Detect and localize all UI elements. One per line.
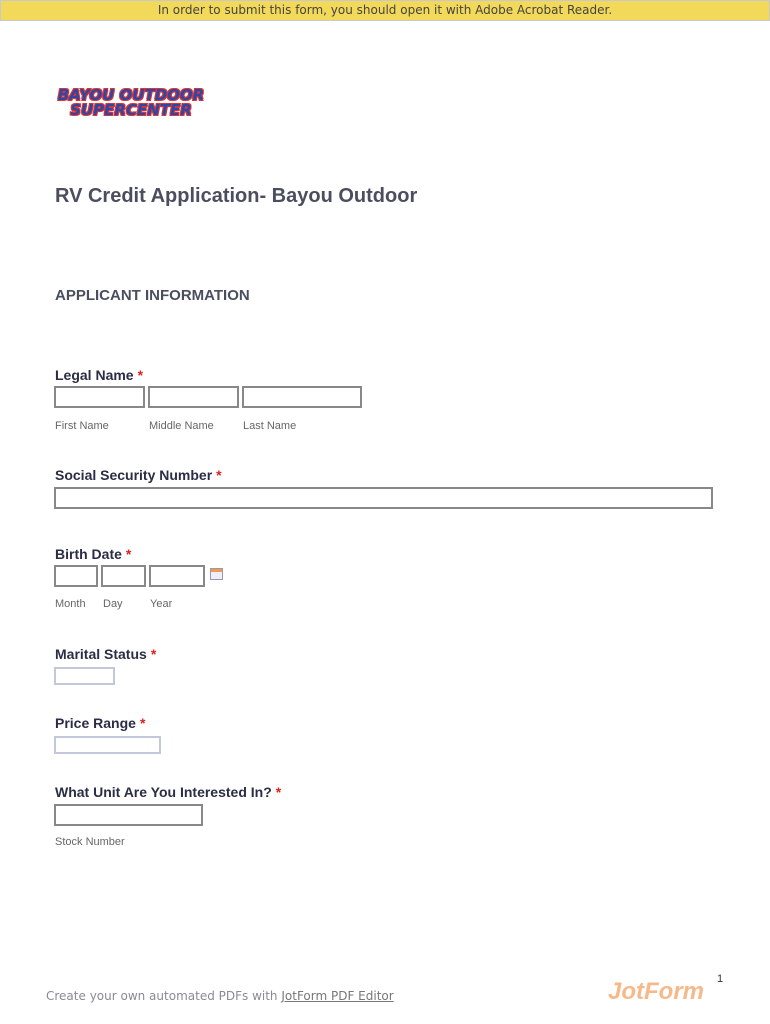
- day-sublabel: Day: [103, 598, 123, 610]
- stock-number-sublabel: Stock Number: [55, 836, 125, 848]
- required-mark: *: [125, 546, 132, 562]
- day-input[interactable]: [101, 565, 146, 587]
- section-heading: APPLICANT INFORMATION: [55, 287, 250, 304]
- calendar-icon[interactable]: [210, 568, 223, 580]
- unit-label: [55, 784, 281, 800]
- label-text: Price Range: [55, 715, 136, 731]
- form-title: RV Credit Application- Bayou Outdoor: [55, 185, 418, 207]
- label-text: Social Security Number: [55, 467, 213, 483]
- month-input[interactable]: [54, 565, 98, 587]
- required-mark: *: [139, 715, 146, 731]
- year-sublabel: Year: [150, 598, 173, 610]
- label-text: Marital Status: [55, 646, 147, 662]
- jotform-pdf-editor-link[interactable]: JotForm PDF Editor: [281, 989, 394, 1003]
- year-input[interactable]: [149, 565, 205, 587]
- bayou-outdoor-logo: [47, 88, 215, 122]
- marital-status-select[interactable]: [54, 667, 115, 685]
- ssn-input[interactable]: [54, 487, 713, 509]
- required-mark: *: [275, 784, 282, 800]
- label-text: What Unit Are You Interested In?: [55, 784, 272, 800]
- label-text: Legal Name: [55, 367, 134, 383]
- page-number: 1: [717, 973, 724, 985]
- footer-caption: Create your own automated PDFs with: [46, 989, 282, 1003]
- required-mark: *: [216, 467, 222, 483]
- last-name-sublabel: Last Name: [243, 420, 297, 432]
- price-range-select[interactable]: [54, 736, 161, 754]
- required-mark: *: [137, 367, 144, 383]
- footer-text: [46, 989, 394, 1003]
- legal-name-label: [55, 367, 143, 383]
- middle-name-input[interactable]: [148, 386, 239, 408]
- middle-name-sublabel: Middle Name: [149, 420, 214, 432]
- stock-number-input[interactable]: [54, 804, 203, 826]
- last-name-input[interactable]: [242, 386, 362, 408]
- price-range-label: [55, 715, 145, 731]
- ssn-label: [55, 467, 222, 483]
- marital-status-label: [55, 646, 156, 662]
- first-name-sublabel: First Name: [55, 420, 109, 432]
- month-sublabel: Month: [55, 598, 86, 610]
- required-mark: *: [150, 646, 157, 662]
- label-text: Birth Date: [55, 546, 122, 562]
- logo-line2: SUPERCENTER: [70, 101, 192, 119]
- first-name-input[interactable]: [54, 386, 145, 408]
- acrobat-notice-banner: In order to submit this form, you should open it with Adobe Acrobat Reader.: [0, 0, 770, 21]
- birth-date-label: [55, 546, 131, 562]
- logo-line1: BAYOU OUTDOOR: [57, 86, 205, 104]
- jotform-logo: JotForm: [608, 978, 704, 1005]
